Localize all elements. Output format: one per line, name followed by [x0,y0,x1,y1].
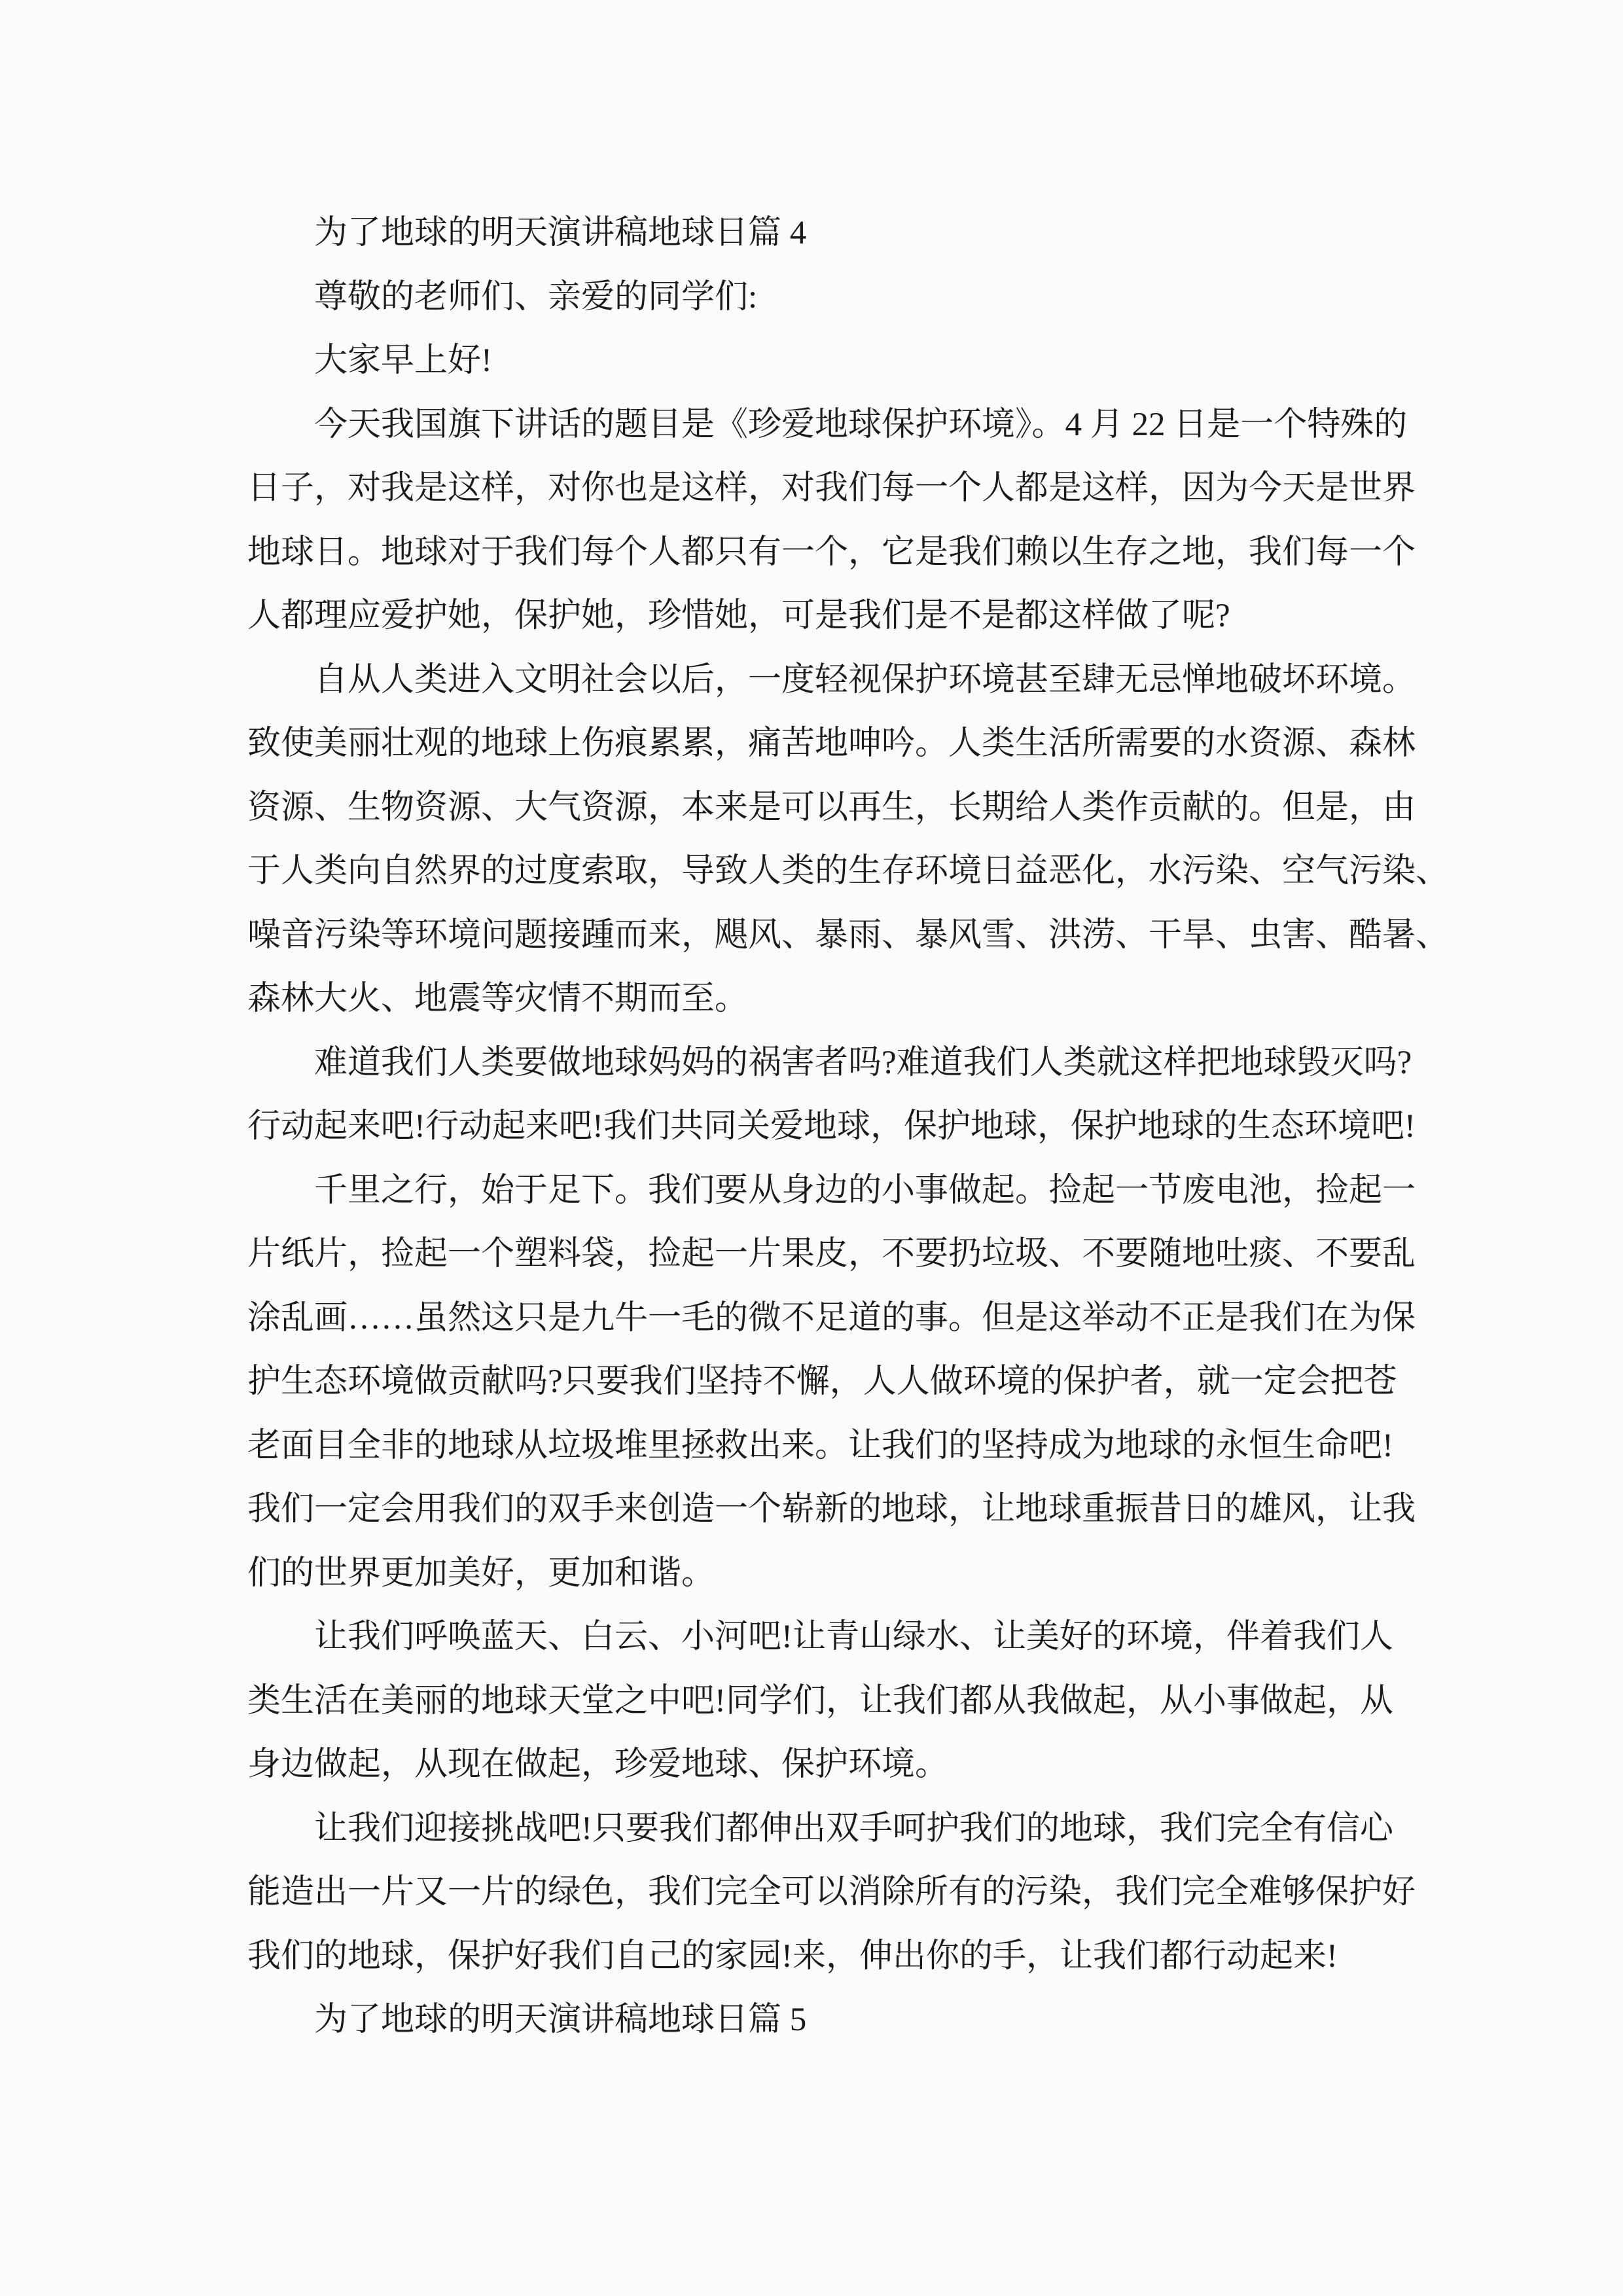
text-line: 日子，对我是这样，对你也是这样，对我们每一个人都是这样，因为今天是世界 [247,470,1416,507]
text-line: 大家早上好! [247,342,492,379]
text-line: 千里之行，始于足下。我们要从身边的小事做起。捡起一节废电池，捡起一 [247,1172,1416,1209]
text-line: 让我们呼唤蓝天、白云、小河吧!让青山绿水、让美好的环境，伴着我们人 [247,1619,1393,1655]
text-line: 难道我们人类要做地球妈妈的祸害者吗?难道我们人类就这样把地球毁灭吗? [247,1044,1412,1081]
text-line: 自从人类进入文明社会以后，一度轻视保护环境甚至肆无忌惮地破坏环境。 [247,661,1416,698]
document-body [247,202,1450,2053]
text-line: 尊敬的老师们、亲爱的同学们: [247,278,758,315]
text-line: 致使美丽壮观的地球上伤痕累累，痛苦地呻吟。人类生活所需要的水资源、森林 [247,725,1416,762]
text-line: 行动起来吧!行动起来吧!我们共同关爱地球，保护地球，保护地球的生态环境吧! [247,1108,1416,1145]
text-line: 们的世界更加美好，更加和谐。 [247,1554,715,1592]
text-line: 地球日。地球对于我们每个人都只有一个，它是我们赖以生存之地，我们每一个 [247,533,1416,571]
text-line: 我们的地球，保护好我们自己的家园!来，伸出你的手，让我们都行动起来! [247,1937,1338,1975]
text-line: 能造出一片又一片的绿色，我们完全可以消除所有的污染，我们完全难够保护好 [247,1874,1416,1910]
text-line: 人都理应爱护她，保护她，珍惜她，可是我们是不是都这样做了呢? [247,598,1230,634]
text-line: 涂乱画……虽然这只是九牛一毛的微不足道的事。但是这举动不正是我们在为保 [247,1299,1416,1336]
text-line: 森林大火、地震等灾情不期而至。 [247,980,749,1017]
text-line: 噪音污染等环境问题接踵而来，飓风、暴雨、暴风雪、洪涝、干旱、虫害、酷暑、 [247,916,1450,954]
text-line: 今天我国旗下讲话的题目是《珍爱地球保护环境》。4 月 22 日是一个特殊的 [247,406,1408,443]
text-line: 老面目全非的地球从垃圾堆里拯救出来。让我们的坚持成为地球的永恒生命吧! [247,1427,1393,1464]
text-line: 为了地球的明天演讲稿地球日篇 4 [247,215,807,251]
text-line: 类生活在美丽的地球天堂之中吧!同学们，让我们都从我做起，从小事做起，从 [247,1682,1393,1719]
text-line: 片纸片，捡起一个塑料袋，捡起一片果皮，不要扔垃圾、不要随地吐痰、不要乱 [247,1236,1416,1272]
text-line: 护生态环境做贡献吗?只要我们坚持不懈，人人做环境的保护者，就一定会把苍 [247,1363,1397,1400]
text-line: 让我们迎接挑战吧!只要我们都伸出双手呵护我们的地球，我们完全有信心 [247,1810,1393,1847]
text-line: 身边做起，从现在做起，珍爱地球、保护环境。 [247,1746,949,1783]
text-line: 资源、生物资源、大气资源，本来是可以再生，长期给人类作贡献的。但是，由 [247,789,1416,826]
text-line: 为了地球的明天演讲稿地球日篇 5 [247,2001,807,2038]
text-line: 我们一定会用我们的双手来创造一个崭新的地球，让地球重振昔日的雄风，让我 [247,1491,1416,1528]
text-line: 于人类向自然界的过度索取，导致人类的生存环境日益恶化，水污染、空气污染、 [247,853,1450,889]
